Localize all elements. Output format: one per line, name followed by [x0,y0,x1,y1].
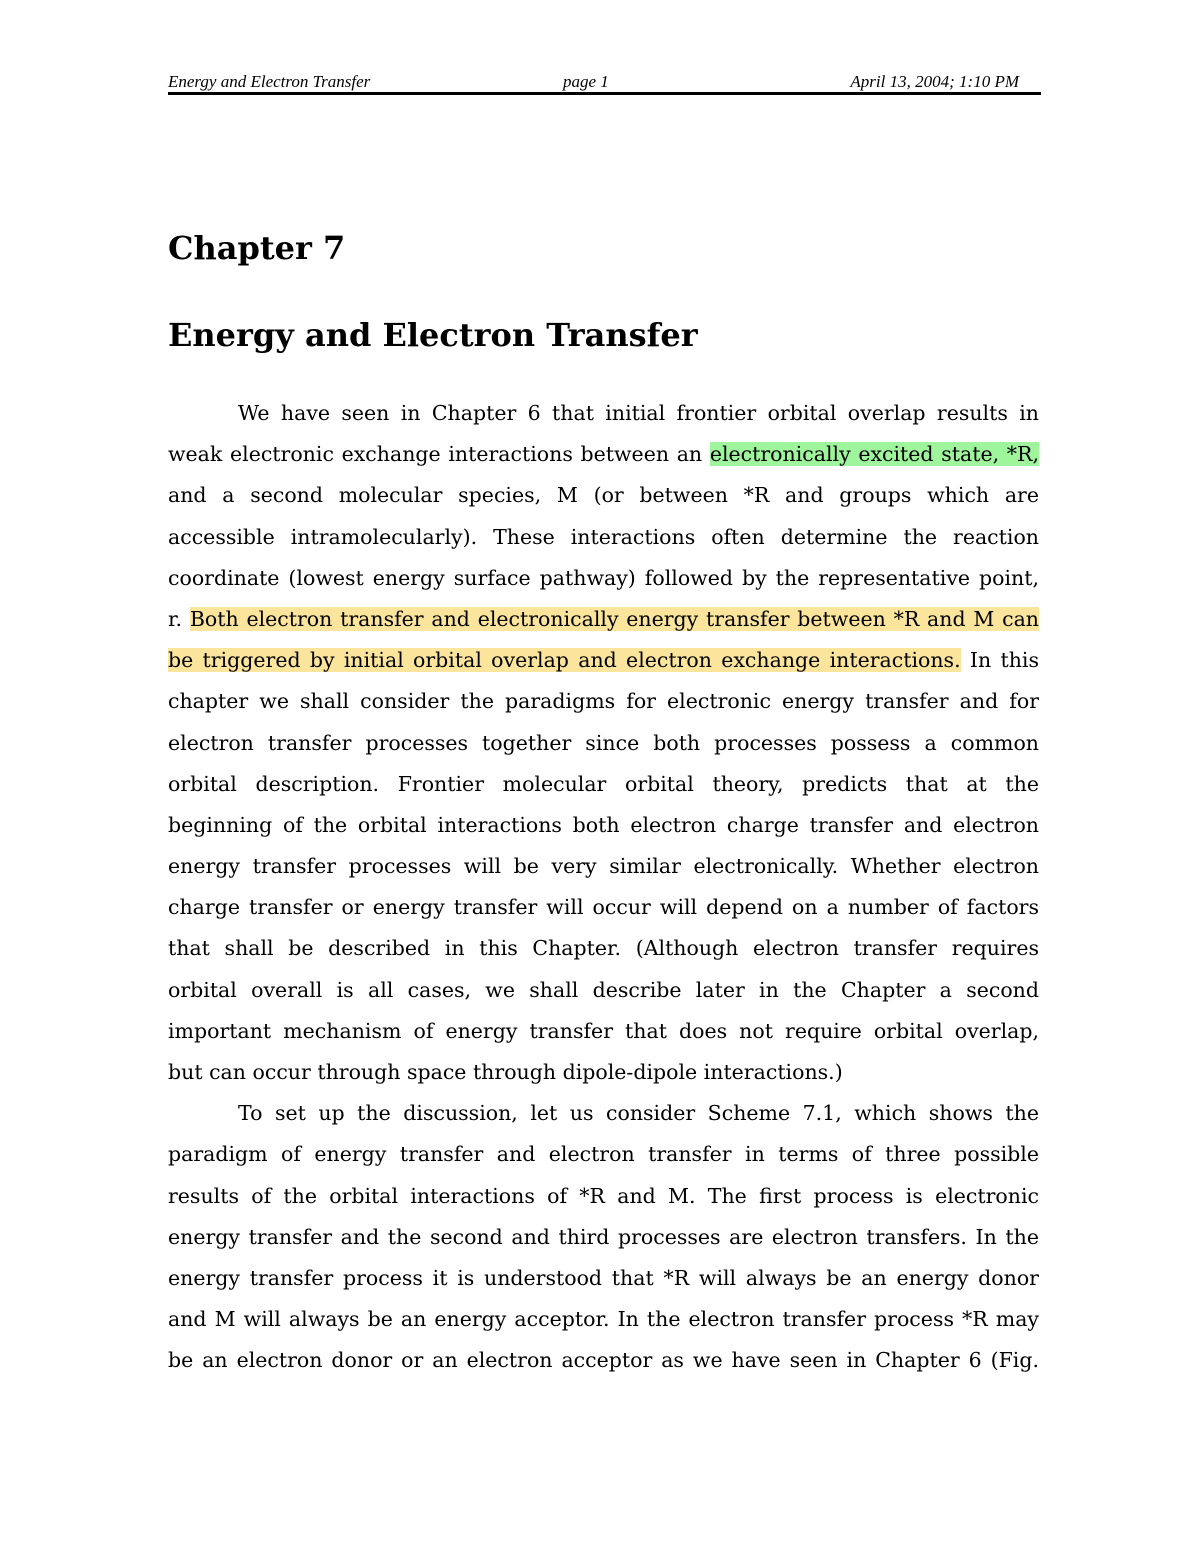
yellow-highlight: Both electron transfer and electronically energy transfer between *R and M can [189,606,1039,631]
header-document-title: Energy and Electron Transfer [168,72,371,91]
text-line: accessible intramolecularly). These interactions often determine the reaction [168,524,1039,549]
paragraph-2 [168,1093,1039,1381]
text-line: paradigm of energy transfer and electron transfer in terms of three possible [168,1142,1039,1167]
text-line: orbital overall is all cases, we shall describe later in the Chapter a second [168,977,1039,1002]
text-line: be an electron donor or an electron acceptor as we have seen in Chapter 6 (Fig. [168,1348,1039,1373]
text-line [168,434,1039,475]
text-line [168,640,1039,681]
text-line: energy transfer and the second and third processes are electron transfers. In the [168,1224,1039,1249]
text-line: energy transfer process it is understood that *R will always be an energy donor [168,1265,1039,1290]
text-line: coordinate (lowest energy surface pathway) followed by the representative point, [168,565,1039,590]
text-line: that shall be described in this Chapter. (Although electron transfer requires [168,936,1039,961]
text-line: and M will always be an energy acceptor. In the electron transfer process *R may [168,1307,1039,1332]
text-segment: r. [168,606,190,631]
text-line: We have seen in Chapter 6 that initial frontier orbital overlap results in [238,401,1039,425]
text-line: chapter we shall consider the paradigms for electronic energy transfer and for [168,689,1039,714]
header-page-number: page 1 [563,72,609,91]
header-date-time: April 13, 2004; 1:10 PM [850,72,1019,91]
text-line [168,599,1039,640]
text-line: charge transfer or energy transfer will occur will depend on a number of factors [168,895,1039,920]
text-line: orbital description. Frontier molecular orbital theory, predicts that at the [168,771,1039,796]
body-text [168,393,1039,1382]
chapter-number: Chapter 7 [168,229,346,267]
chapter-title: Energy and Electron Transfer [168,316,698,354]
yellow-highlight: be triggered by initial orbital overlap and electron exchange interactions. [168,648,961,673]
text-line: and a second molecular species, M (or between *R and groups which are [168,483,1039,508]
paragraph-1 [168,393,1039,1093]
text-segment: weak electronic exchange interactions between an [168,442,710,467]
text-line: beginning of the orbital interactions both electron charge transfer and electron [168,812,1039,837]
text-line: results of the orbital interactions of *R and M. The first process is electronic [168,1183,1039,1208]
text-line: important mechanism of energy transfer that does not require orbital overlap, [168,1018,1039,1043]
text-segment: In this [960,648,1039,673]
text-line: but can occur through space through dipole-dipole interactions.) [168,1060,843,1084]
text-line: To set up the discussion, let us consider Scheme 7.1, which shows the [238,1101,1039,1126]
green-highlight: electronically excited state, *R, [709,442,1039,467]
text-line: energy transfer processes will be very similar electronically. Whether electron [168,854,1039,879]
text-line: electron transfer processes together since both processes possess a common [168,730,1039,755]
running-header [168,72,1041,95]
